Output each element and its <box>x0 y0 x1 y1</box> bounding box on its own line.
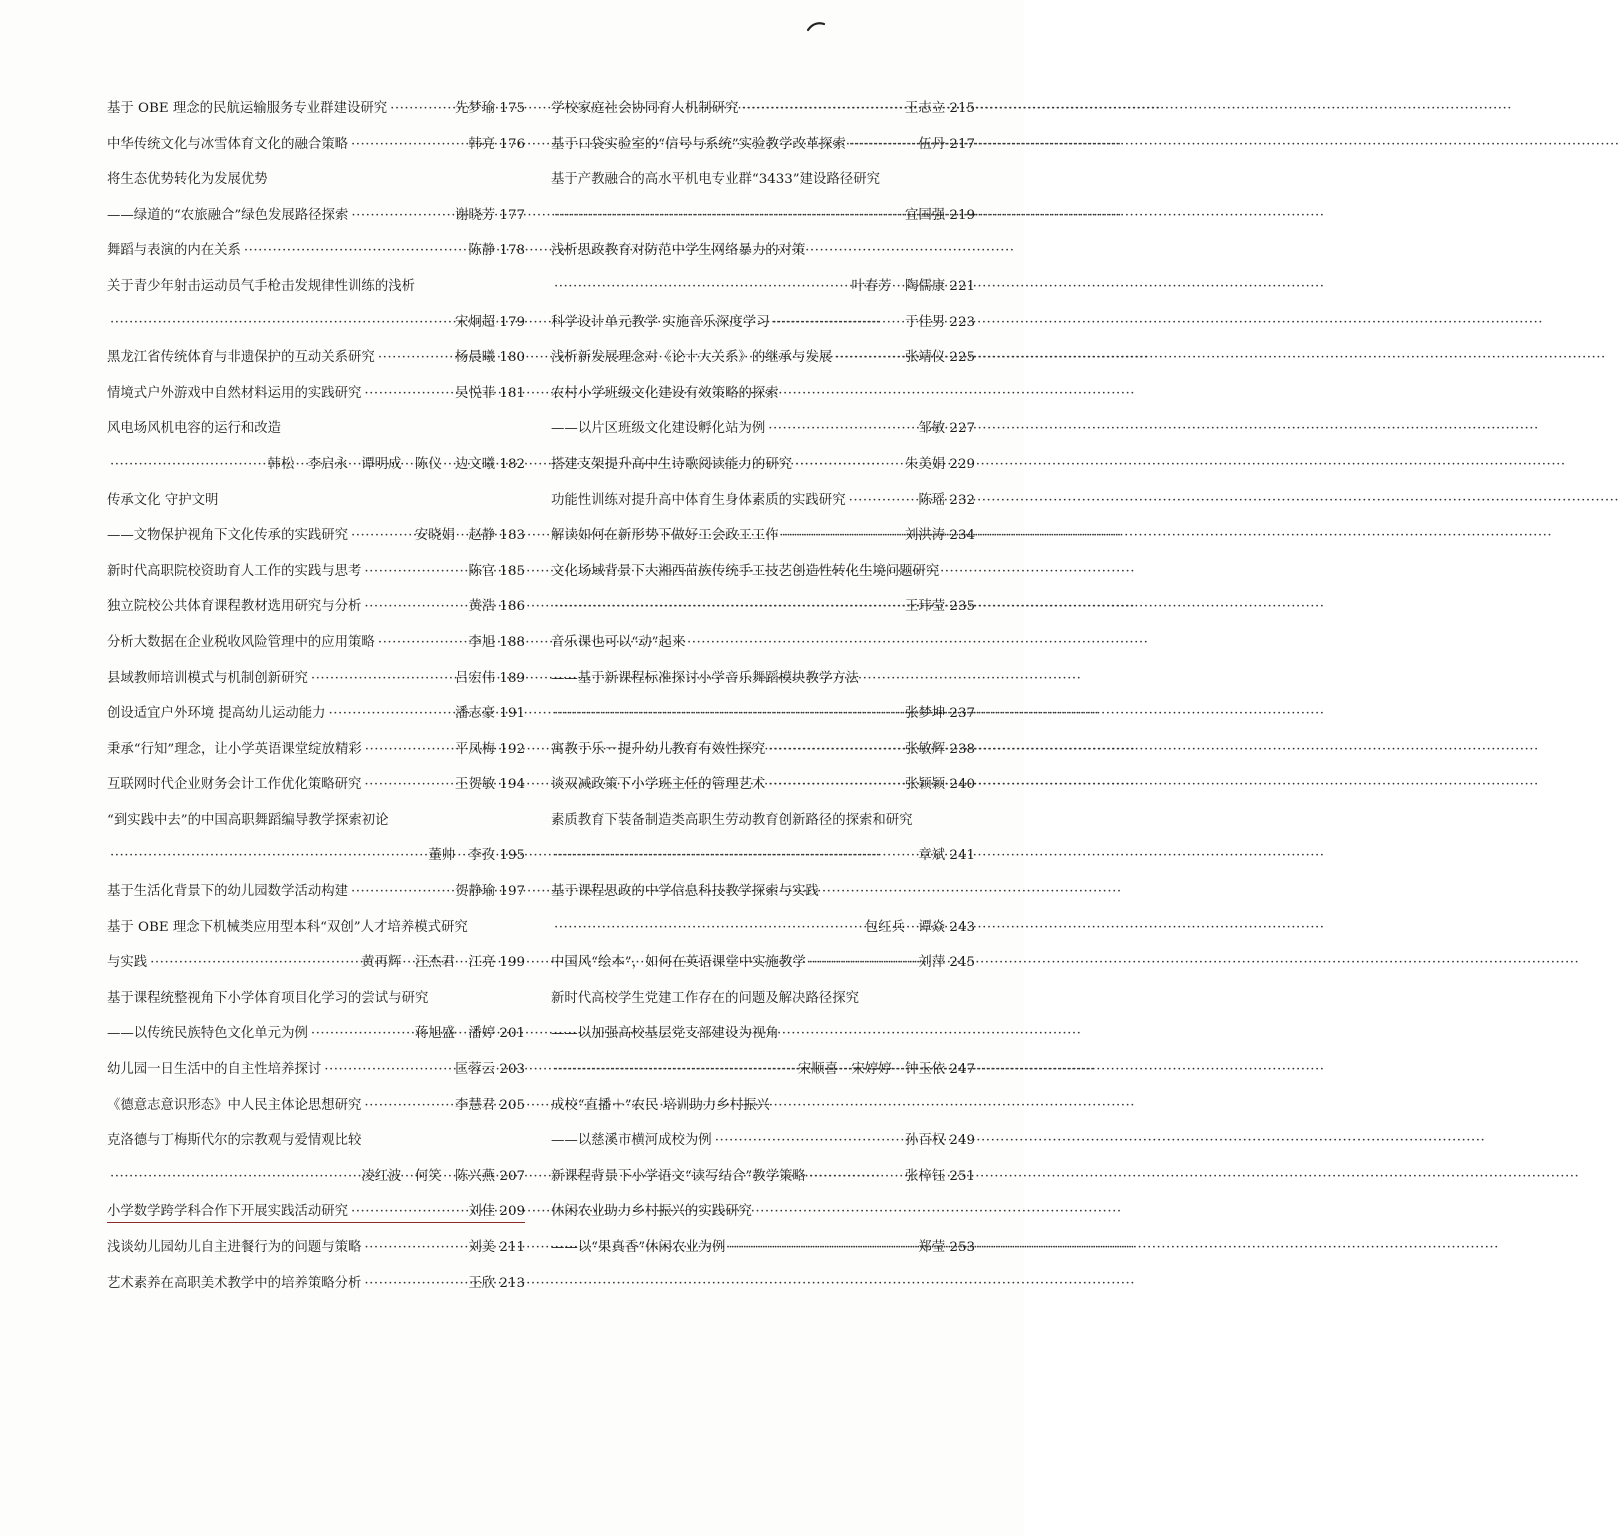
toc-entry-author-page: 先梦瑜 175 <box>455 101 525 116</box>
toc-entry-title: 文化场域背景下大湘西苗族传统手工技艺创造性转化生境问题研究 <box>551 563 940 579</box>
toc-entry-title: 休闲农业助力乡村振兴的实践研究 <box>551 1204 752 1220</box>
toc-entry-author-page: 凌红波 何笑 陈兴燕 207 <box>361 1168 525 1184</box>
toc-entry-author-page: 张梦坤 237 <box>905 706 975 722</box>
dot-leader <box>378 625 466 661</box>
toc-entry-author-page: 黄浩 186 <box>468 599 525 615</box>
dot-leader <box>768 767 902 803</box>
toc-entry-author-page: 平凤梅 192 <box>455 741 525 757</box>
toc-entry-author-page: 王贺敏 194 <box>455 777 525 793</box>
toc-entry-title: 浅谈幼儿园幼儿自主进餐行为的问题与策略 <box>107 1240 362 1255</box>
toc-entry-author-page: 刘洪涛 234 <box>905 528 975 544</box>
dot-leader <box>364 376 452 412</box>
toc-entry <box>551 1159 975 1195</box>
toc-entry-author-page: 刘美 211 <box>468 1240 525 1255</box>
toc-entry-title: ——以慈溪市横河成校为例 <box>551 1133 712 1149</box>
toc-entry-author-page: 王欣 213 <box>468 1275 525 1291</box>
dot-leader <box>768 732 902 768</box>
toc-entry-title: ——基于新课程标准探讨小学音乐舞蹈模块教学方法 <box>551 670 859 686</box>
toc-entry-title: 分析大数据在企业税收风险管理中的应用策略 <box>107 634 375 650</box>
toc-entry <box>551 483 975 519</box>
toc-entry-author-page: 王玮莹 235 <box>905 599 975 615</box>
toc-entry-author-page: 贺静瑜 197 <box>455 884 525 900</box>
toc-entry <box>551 518 975 554</box>
toc-entry <box>551 233 975 269</box>
toc-entry <box>107 838 525 874</box>
dot-leader <box>715 1123 902 1159</box>
toc-entry-title: 基于 OBE 理念的民航运输服务专业群建设研究 <box>107 101 388 116</box>
toc-entry-title: 基于 OBE 理念下机械类应用型本科“双创”人才培养模式研究 <box>107 919 468 935</box>
dot-leader <box>390 91 452 127</box>
toc-entry-title: 浅析新发展理念对《论十大关系》的继承与发展 <box>551 350 833 366</box>
dot-leader <box>110 1159 358 1195</box>
dot-leader <box>795 447 902 483</box>
toc-entry <box>107 661 525 697</box>
toc-entry-title: 搭建支架提升高中生诗歌阅读能力的研究 <box>551 456 793 472</box>
toc-entry <box>551 661 975 697</box>
toc-entry <box>107 1159 525 1195</box>
dot-leader <box>378 340 452 376</box>
toc-entry <box>551 376 975 412</box>
toc-entry <box>107 162 525 198</box>
dot-leader <box>110 838 425 874</box>
toc-entry <box>107 233 525 269</box>
toc-entry-title: 中华传统文化与冰雪体育文化的融合策略 <box>107 136 349 152</box>
toc-entry <box>107 518 525 554</box>
dot-leader <box>311 1016 412 1052</box>
toc-entry <box>551 625 975 661</box>
toc-entry-title: 互联网时代企业财务会计工作优化策略研究 <box>107 777 362 793</box>
dot-leader <box>554 910 862 946</box>
toc-entry-author-page: 张敏辉 238 <box>905 741 975 757</box>
toc-entry <box>107 589 525 625</box>
toc-entry-author-page: 陈静 178 <box>468 243 525 259</box>
toc-entry <box>551 767 975 803</box>
dot-leader <box>351 1194 465 1230</box>
toc-entry <box>551 447 975 483</box>
toc-entry-author-page: 郑莹 253 <box>918 1240 975 1255</box>
toc-entry <box>551 91 975 127</box>
pen-mark <box>806 20 828 34</box>
toc-entry-title: 风电场风机电容的运行和改造 <box>107 421 282 437</box>
toc-entry <box>551 1123 975 1159</box>
dot-leader <box>554 269 848 305</box>
toc-entry <box>551 981 975 1017</box>
toc-entry <box>551 340 975 376</box>
toc-entry <box>551 305 975 341</box>
toc-entry-author-page: 匡蓉云 203 <box>455 1062 525 1078</box>
toc-entry-author-page: 包红兵 谭焱 243 <box>864 919 975 935</box>
toc-entry <box>107 1052 525 1088</box>
toc-entry <box>107 981 525 1017</box>
toc-entry-author-page: 蒋旭盛 潘婷 201 <box>414 1026 525 1042</box>
toc-entry-title: 与实践 <box>107 955 148 971</box>
toc-entry-title: ——以“果真香”休闲农业为例 <box>551 1240 726 1255</box>
dot-leader <box>351 518 412 554</box>
toc-entry <box>551 589 975 625</box>
toc-entry-title: 谈双减政策下小学班主任的管理艺术 <box>551 777 766 793</box>
toc-entry-author-page: 孙百权 249 <box>905 1133 975 1149</box>
toc-entry-author-page: 董帅 李孜 195 <box>428 848 525 864</box>
dot-leader <box>849 127 915 163</box>
toc-entry-author-page: 于佳男 223 <box>905 314 975 330</box>
toc-entry-title: 成校“直播＋”农民 培训助力乡村振兴 <box>551 1097 770 1113</box>
dot-leader <box>311 661 452 697</box>
toc-entry-title: 功能性训练对提升高中体育生身体素质的实践研究 <box>551 492 846 508</box>
toc-entry-title: 农村小学班级文化建设有效策略的探索 <box>551 385 779 401</box>
toc-entry <box>107 198 525 234</box>
dot-leader <box>554 198 902 234</box>
dot-leader <box>364 1266 465 1302</box>
toc-entry-author-page: 张颖颖 240 <box>905 777 975 793</box>
dot-leader <box>782 518 902 554</box>
toc-entry <box>551 162 975 198</box>
dot-leader <box>554 1052 795 1088</box>
dot-leader <box>351 198 452 234</box>
toc-entry-title: ——以加强高校基层党支部建设为视角 <box>551 1026 779 1042</box>
toc-entry <box>107 127 525 163</box>
dot-leader <box>554 589 902 625</box>
toc-entry-author-page: 王志立 215 <box>905 101 975 116</box>
dot-leader <box>809 1159 902 1195</box>
toc-entry <box>551 411 975 447</box>
dot-leader <box>110 447 265 483</box>
toc-entry <box>551 127 975 163</box>
toc-entry-title: 学校家庭社会协同育人机制研究 <box>551 101 739 116</box>
toc-entry-title: 幼儿园一日生活中的自主性培养探讨 <box>107 1062 322 1078</box>
toc-entry <box>551 1088 975 1124</box>
toc-entry <box>107 91 525 127</box>
toc-entry <box>107 1194 525 1230</box>
toc-column-left <box>107 91 525 1301</box>
toc-entry-author-page: 安晓娟 赵静 183 <box>414 528 525 544</box>
dot-leader <box>364 589 465 625</box>
toc-entry <box>551 1194 975 1230</box>
toc-entry <box>107 483 525 519</box>
toc-entry <box>107 945 525 981</box>
toc-entry-title: ——绿道的“农旅融合”绿色发展路径探索 <box>107 207 349 223</box>
toc-entry-title: 小学数学跨学科合作下开展实践活动研究 <box>107 1204 349 1220</box>
dot-leader <box>364 767 452 803</box>
toc-entry <box>551 874 975 910</box>
toc-entry-author-page: 韩松 李启永 谭明成 陈仪 边文曦 182 <box>267 456 525 472</box>
toc-entry-author-page: 吕宏伟 189 <box>455 670 525 686</box>
toc-entry-title: 新时代高职院校资助育人工作的实践与思考 <box>107 563 362 579</box>
toc-entry-title: ——以传统民族特色文化单元为例 <box>107 1026 308 1042</box>
toc-entry-author-page: 张靖仪 225 <box>905 350 975 366</box>
dot-leader <box>365 732 452 768</box>
toc-entry <box>107 767 525 803</box>
toc-entry <box>107 1123 525 1159</box>
toc-entry <box>551 554 975 590</box>
toc-column-right <box>551 91 975 1266</box>
dot-leader <box>773 305 902 341</box>
toc-entry <box>551 945 975 981</box>
toc-entry <box>551 696 975 732</box>
toc-entry-author-page: 宋炯超 179 <box>455 314 525 330</box>
dot-leader <box>324 1052 452 1088</box>
toc-entry <box>107 803 525 839</box>
toc-entry-author-page: 伍丹 217 <box>918 136 975 152</box>
toc-entry <box>107 269 525 305</box>
toc-entry-author-page: 黄再辉 汪杰君 江亮 199 <box>361 955 525 971</box>
toc-entry <box>551 1016 975 1052</box>
dot-leader <box>809 945 916 981</box>
dot-leader <box>351 127 465 163</box>
toc-entry-title: 情境式户外游戏中自然材料运用的实践研究 <box>107 385 362 401</box>
toc-entry-title: 将生态优势转化为发展优势 <box>107 172 268 188</box>
toc-entry-author-page: 朱美娟 229 <box>905 456 975 472</box>
dot-leader <box>329 696 452 732</box>
toc-entry <box>551 198 975 234</box>
toc-entry-title: 新时代高校学生党建工作存在的问题及解决路径探究 <box>551 990 859 1006</box>
toc-entry-title: 县域教师培训模式与机制创新研究 <box>107 670 308 686</box>
toc-entry <box>107 340 525 376</box>
toc-entry-title: 克洛德与丁梅斯代尔的宗教观与爱情观比较 <box>107 1133 362 1149</box>
dot-leader <box>741 91 902 127</box>
toc-entry-title: 音乐课也可以“动”起来 <box>551 634 686 650</box>
toc-entry-author-page: 陈瑶 232 <box>918 492 975 508</box>
toc-entry-title: 黑龙江省传统体育与非遗保护的互动关系研究 <box>107 350 375 366</box>
dot-leader <box>244 233 465 269</box>
toc-entry-title: 传承文化 守护文明 <box>107 492 219 508</box>
toc-entry-title: 基于课程统整视角下小学体育项目化学习的尝试与研究 <box>107 990 429 1006</box>
toc-entry <box>107 1266 525 1302</box>
toc-entry-author-page: 邹敏 227 <box>918 421 975 437</box>
toc-entry-title: 解读如何在新形势下做好工会政工工作 <box>551 528 779 544</box>
toc-entry <box>551 838 975 874</box>
dot-leader <box>554 696 902 732</box>
toc-entry-title: 创设适宜户外环境 提高幼儿运动能力 <box>107 706 326 722</box>
toc-entry <box>107 874 525 910</box>
toc-entry-author-page: 潘志豪 191 <box>455 706 525 722</box>
toc-entry-title: 基于生活化背景下的幼儿园数学活动构建 <box>107 884 349 900</box>
dot-leader <box>364 1088 452 1124</box>
toc-entry-title: 新课程背景下小学语文“读写结合”教学策略 <box>551 1168 806 1184</box>
toc-entry-title: 科学设计单元教学 实施音乐深度学习 <box>551 314 770 330</box>
toc-entry-author-page: 张梓钰 251 <box>905 1168 975 1184</box>
toc-entry-title: 艺术素养在高职美术教学中的培养策略分析 <box>107 1275 362 1291</box>
toc-entry-author-page: 吴悦菲 181 <box>455 385 525 401</box>
toc-entry-title: 基于产教融合的高水平机电专业群“3433”建设路径研究 <box>551 172 880 188</box>
toc-entry-author-page: 谢晓芳 177 <box>455 207 525 223</box>
toc-entry <box>107 1088 525 1124</box>
dot-leader <box>835 340 902 376</box>
toc-entry-author-page: 李旭 188 <box>468 634 525 650</box>
toc-entry-title: 浅析思政教育对防范中学生网络暴力的对策 <box>551 243 806 259</box>
toc-entry <box>551 910 975 946</box>
toc-entry-author-page: 宜国强 219 <box>905 207 975 223</box>
toc-entry-author-page: 刘佳 209 <box>468 1204 525 1220</box>
dot-leader <box>768 411 915 447</box>
toc-entry <box>107 732 525 768</box>
toc-entry <box>107 1016 525 1052</box>
toc-entry-title: 独立院校公共体育课程教材选用研究与分析 <box>107 599 362 615</box>
toc-entry <box>107 625 525 661</box>
dot-leader <box>110 305 452 341</box>
toc-entry-author-page: 杨晨曦 180 <box>455 350 525 366</box>
toc-entry <box>107 910 525 946</box>
toc-entry <box>107 447 525 483</box>
toc-entry-author-page: 李慧君 205 <box>455 1097 525 1113</box>
toc-entry <box>107 411 525 447</box>
toc-entry <box>551 803 975 839</box>
toc-entry <box>107 376 525 412</box>
toc-entry-title: ——文物保护视角下文化传承的实践研究 <box>107 528 349 544</box>
toc-entry-author-page: 叶春芳 陶儒康 221 <box>851 278 975 294</box>
toc-entry <box>107 305 525 341</box>
toc-entry-title: 舞蹈与表演的内在关系 <box>107 243 241 259</box>
toc-entry-author-page: 章斌 241 <box>918 848 975 864</box>
toc-entry-title: 关于青少年射击运动员气手枪击发规律性训练的浅析 <box>107 278 415 294</box>
toc-entry-title: “到实践中去”的中国高职舞蹈编导教学探索初论 <box>107 812 389 828</box>
toc-entry <box>107 1230 525 1266</box>
toc-entry <box>551 732 975 768</box>
toc-entry-author-page: 韩亮 176 <box>468 136 525 152</box>
dot-leader <box>351 874 452 910</box>
dot-leader <box>849 483 916 519</box>
toc-entry <box>551 269 975 305</box>
toc-entry-title: ——以片区班级文化建设孵化站为例 <box>551 421 766 437</box>
toc-entry-title: 秉承“行知”理念，让小学英语课堂绽放精彩 <box>107 741 362 757</box>
toc-entry-title: 《德意志意识形态》中人民主体论思想研究 <box>107 1097 362 1113</box>
dot-leader <box>150 945 358 981</box>
toc-entry <box>551 1230 975 1266</box>
toc-entry-title: 中国风“绘本”，如何在英语课堂中实施教学 <box>551 955 806 971</box>
toc-entry-title: 寓教于乐－提升幼儿教育有效性探究 <box>551 741 766 757</box>
toc-entry-author-page: 刘萍 245 <box>918 955 975 971</box>
toc-entry <box>107 554 525 590</box>
dot-leader <box>364 1230 465 1266</box>
toc-entry-author-page: 陈官 185 <box>468 563 525 579</box>
toc-entry <box>107 696 525 732</box>
toc-entry <box>551 1052 975 1088</box>
dot-leader <box>364 554 465 590</box>
dot-leader <box>728 1230 915 1266</box>
dot-leader <box>554 838 915 874</box>
toc-entry-author-page: 宋顺喜 宋婷婷 钟玉依 247 <box>797 1062 975 1078</box>
toc-entry-title: 素质教育下装备制造类高职生劳动教育创新路径的探索和研究 <box>551 812 913 828</box>
toc-entry-title: 基于口袋实验室的“信号与系统”实验教学改革探索 <box>551 136 846 152</box>
toc-entry-title: 基于课程思政的中学信息科技教学探索与实践 <box>551 884 819 900</box>
